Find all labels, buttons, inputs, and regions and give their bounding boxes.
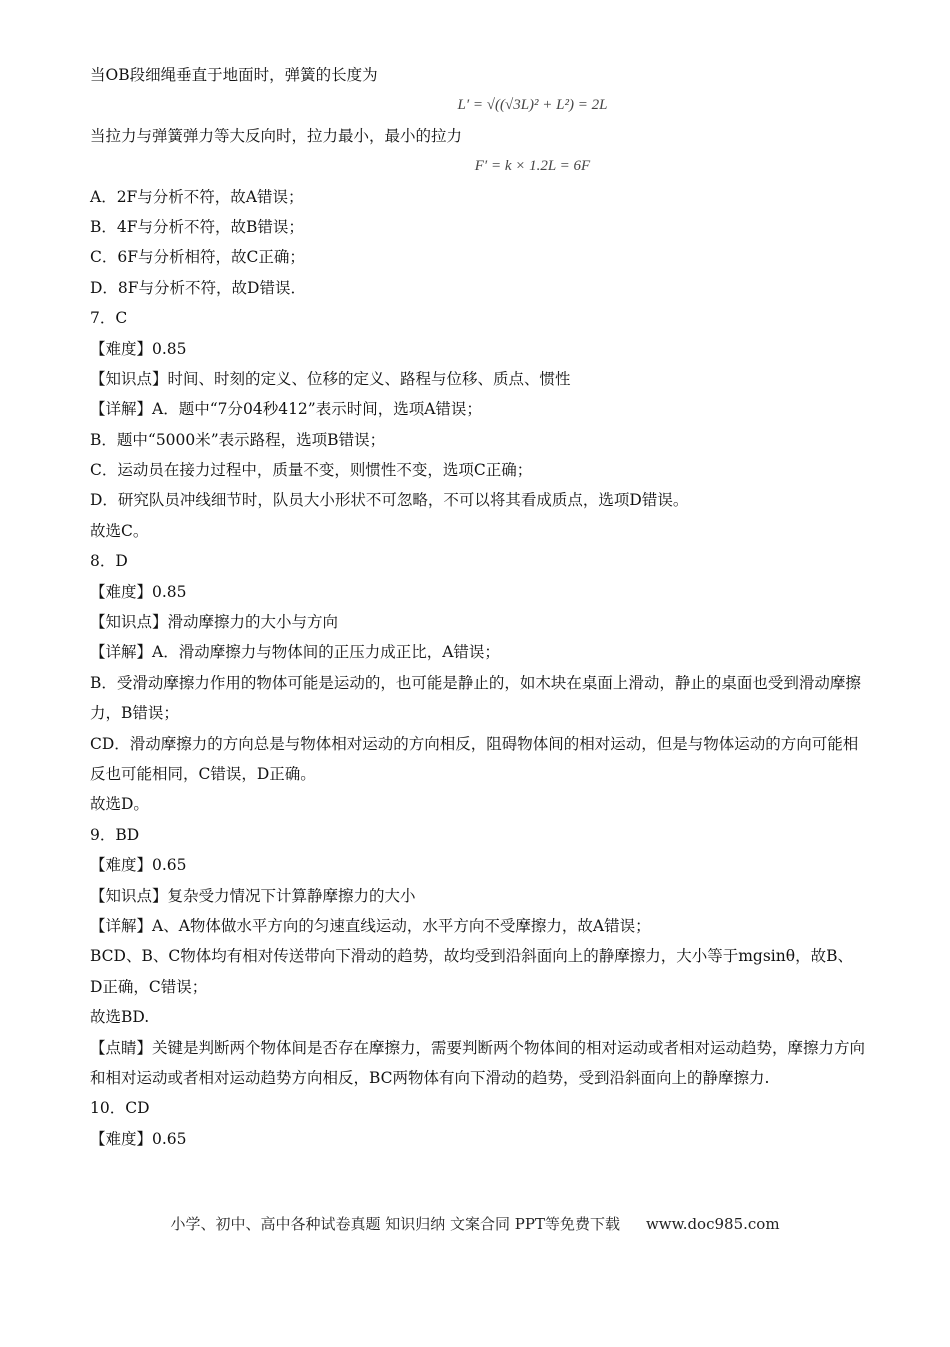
option-a: A．2F与分析不符，故A错误； [90,187,304,206]
question-8-knowledge: 【知识点】滑动摩擦力的大小与方向 [90,613,339,632]
question-7-knowledge: 【知识点】时间、时刻的定义、位移的定义、路程与位移、质点、惯性 [90,369,571,388]
question-9-conclusion: 故选BD. [90,1008,150,1027]
option-c: C．6F与分析相符，故C正确； [90,248,305,267]
footer-site-link[interactable]: www.doc985.com [645,1215,780,1233]
question-7-difficulty: 【难度】0.85 [90,339,187,358]
page-footer [0,1213,950,1234]
question-7-detail-b: B．题中“5000米”表示路程，选项B错误； [90,430,386,449]
question-10-answer: 10．CD [90,1099,150,1118]
question-8-difficulty: 【难度】0.85 [90,582,187,601]
page-content [90,60,865,1154]
option-b: B．4F与分析不符，故B错误； [90,217,304,236]
question-7-conclusion: 故选C。 [90,521,149,540]
question-7-detail-d: D．研究队员冲线细节时，队员大小形状不可忽略，不可以将其看成质点，选项D错误。 [90,491,689,510]
question-9-detail-bcd: BCD、B、C物体均有相对传送带向下滑动的趋势，故均受到沿斜面向上的静摩擦力，大小等于mgsinθ，故B、D正确，C错误； [90,947,853,996]
text-line: 当OB段细绳垂直于地面时，弹簧的长度为 [90,66,378,84]
question-9-answer: 9．BD [90,825,140,844]
question-8-conclusion: 故选D。 [90,795,149,814]
question-8-detail-cd: CD．滑动摩擦力的方向总是与物体相对运动的方向相反，阻碍物体间的相对运动，但是与物体运动的方向可能相反也可能相同，C错误，D正确。 [90,734,859,784]
question-9-difficulty: 【难度】0.65 [90,856,187,875]
question-7-detail-c: C．运动员在接力过程中，质量不变，则惯性不变，选项C正确； [90,461,533,480]
question-7-detail-a: 【详解】A．题中“7分04秒412”表示时间，选项A错误； [90,400,482,419]
formula-spring-length: L′ = √((√3L)² + L²) = 2L [457,97,608,114]
question-9-knowledge: 【知识点】复杂受力情况下计算静摩擦力的大小 [90,886,416,905]
option-d: D．8F与分析不符，故D错误． [90,278,306,297]
formula-min-force: F′ = k × 1.2L = 6F [474,158,591,175]
question-9-note: 【点睛】关键是判断两个物体间是否存在摩擦力，需要判断两个物体间的相对运动或者相对运动趋势，摩擦力方向和相对运动或者相对运动趋势方向相反，BC两物体有向下滑动的趋势，受到沿斜面向上的静摩擦力. [90,1038,866,1087]
footer-text: 小学、初中、高中各种试卷真题 知识归纳 文案合同 PPT等免费下载 [170,1215,620,1233]
question-8-detail-b: B．受滑动摩擦力作用的物体可能是运动的，也可能是静止的，如木块在桌面上滑动，静止的桌面也受到滑动摩擦力，B错误； [90,673,861,723]
question-9-detail-a: 【详解】A、A物体做水平方向的匀速直线运动，水平方向不受摩擦力，故A错误； [90,917,651,935]
question-7-answer: 7．C [90,309,128,328]
question-8-answer: 8．D [90,552,128,571]
question-10-difficulty: 【难度】0.65 [90,1129,187,1148]
question-8-detail-a: 【详解】A．滑动摩擦力与物体间的正压力成正比，A错误； [90,643,500,662]
text-line: 当拉力与弹簧弹力等大反向时，拉力最小，最小的拉力 [90,126,463,145]
